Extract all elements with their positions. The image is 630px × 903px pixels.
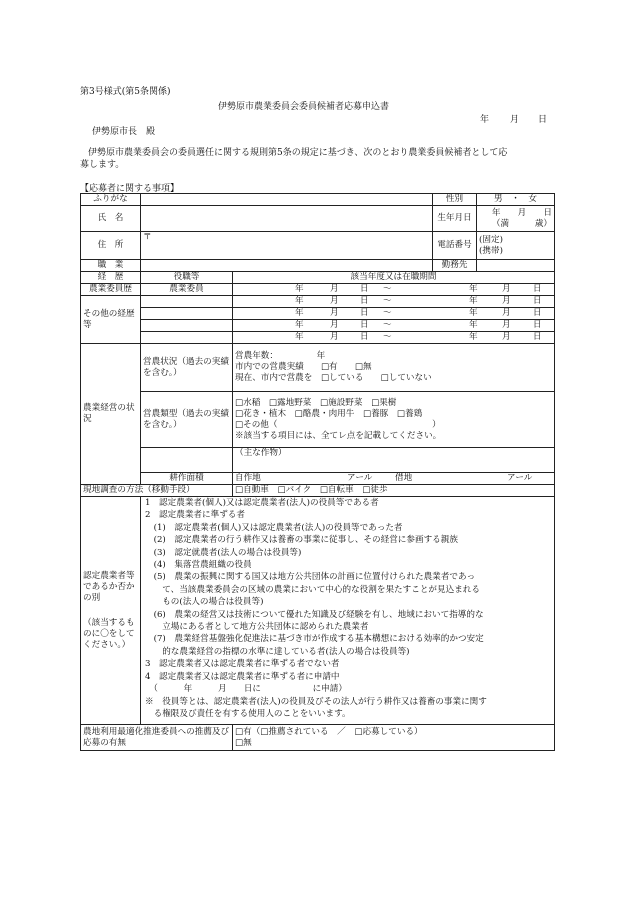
certified-label xyxy=(81,497,141,725)
period-cell[interactable] xyxy=(233,296,555,308)
certified-line: (6) 農業の経営又は技術について優れた知識及び経験を有し、地域において指導的な xyxy=(145,609,484,620)
workplace-label: 勤務先 xyxy=(433,260,477,272)
are-unit: アール xyxy=(507,473,533,483)
period-day: 日 xyxy=(360,308,369,318)
phone-mobile: (携帯) xyxy=(479,245,503,256)
period-day: 日 xyxy=(360,296,369,306)
farming-city-record: 市内での営農実績 □有 □無 xyxy=(235,362,372,372)
certified-line: 立場にある者として地方公共団体に認められた農業者 xyxy=(145,622,369,633)
period-header: 該当年度又は在職期間 xyxy=(233,272,555,284)
name-label: 氏 名 xyxy=(81,206,141,232)
certified-line: (3) 認定就農者(法人の場合は役員等) xyxy=(145,547,302,558)
birth-ymd: 年 月 日 xyxy=(491,207,553,218)
period-tilde: ～ xyxy=(383,332,392,342)
committee-label: 農業委員歴 xyxy=(81,284,141,296)
certified-line: 3 認定農業者又は認定農業者に準ずる者でない者 xyxy=(145,659,340,670)
recommend-yes: □有（□推薦されている ／ □応募している） xyxy=(235,726,423,737)
gender-options[interactable]: 男 ・ 女 xyxy=(477,194,555,206)
period-day: 日 xyxy=(533,332,542,342)
certified-line: (2) 認定農業者の行う耕作又は養畜の事業に従事し、その経営に参画する親族 xyxy=(145,535,458,546)
farming-type-line1: □水稲 □露地野菜 □施設野菜 □果樹 xyxy=(235,397,397,408)
period-month: 月 xyxy=(330,308,339,318)
certified-label-main: 認定農業者等であるか否かの別 xyxy=(83,570,135,603)
certified-line: 1 認定農業者(個人)又は認定農業者(法人)の役員等である者 xyxy=(145,498,379,508)
area-value[interactable] xyxy=(233,473,555,485)
period-cell[interactable] xyxy=(233,332,555,344)
date-day: 日 xyxy=(538,115,548,125)
intro-line2: 募します。 xyxy=(80,160,125,170)
birth-label: 生年月日 xyxy=(433,206,477,232)
period-year: 年 xyxy=(469,332,478,342)
other-role-1[interactable] xyxy=(141,296,233,308)
addressee: 伊勢原市長 殿 xyxy=(92,127,156,137)
period-year: 年 xyxy=(295,320,304,330)
committee-row xyxy=(81,284,555,296)
period-year: 年 xyxy=(469,296,478,306)
period-day: 日 xyxy=(533,296,542,306)
certified-line: 4 認定農業者又は認定農業者に準ずる者に申請中 xyxy=(145,671,340,682)
address-label: 住 所 xyxy=(81,232,141,260)
age: （満 歳） xyxy=(491,218,553,229)
period-day: 日 xyxy=(533,284,542,294)
farming-type-line3: □その他（ ） xyxy=(235,419,441,430)
are-unit: アール xyxy=(347,473,373,483)
certified-options[interactable] xyxy=(141,497,555,725)
birth-value[interactable] xyxy=(477,206,555,232)
farming-current: 現在、市内で営農を □している □していない xyxy=(235,373,432,383)
period-day: 日 xyxy=(533,308,542,318)
occupation-label: 職 業 xyxy=(81,260,141,272)
name-value[interactable] xyxy=(141,206,433,232)
other-career-label: その他の経歴等 xyxy=(81,296,141,344)
certified-line: (5) 農業の振興に関する国又は地方公共団体の計画に位置付けられた農業者であっ xyxy=(145,572,476,583)
farming-type-label: 営農類型（過去の実績を含む。） xyxy=(141,392,233,448)
survey-options[interactable]: □自動車 □バイク □自転車 □徒歩 xyxy=(233,485,555,497)
leased-land: 借地 xyxy=(395,473,413,483)
period-month: 月 xyxy=(330,284,339,294)
intro-line1: 伊勢原市農業委員会の委員選任に関する規則第5条の規定に基づき、次のとおり農業委員候補者として応 xyxy=(88,148,508,158)
period-day: 日 xyxy=(360,320,369,330)
certified-line: 的な農業経営の指標の水準に達している者(法人の場合は役員等) xyxy=(145,646,410,657)
farming-type-note: ※該当する項目には、全てレ点を記載してください。 xyxy=(235,430,442,441)
period-cell[interactable] xyxy=(233,320,555,332)
farming-label: 農業経営の状況 xyxy=(81,344,141,485)
certified-line: る権限及び責任を有する使用人のことをいいます。 xyxy=(145,708,351,719)
certified-label-note: （該当するものに〇をしてください。） xyxy=(83,617,135,650)
survey-label: 現地調査の方法（移動手段） xyxy=(81,485,233,497)
career-label: 経 歴 xyxy=(81,272,141,284)
own-land: 自作地 xyxy=(235,473,261,483)
certified-line: もの(法人の場合は役員等) xyxy=(145,597,264,608)
period-year: 年 xyxy=(295,296,304,306)
period-tilde: ～ xyxy=(383,308,392,318)
period-tilde: ～ xyxy=(383,284,392,294)
farming-type-value[interactable] xyxy=(233,392,555,448)
period-cell[interactable] xyxy=(233,308,555,320)
gender-label: 性別 xyxy=(433,194,477,206)
other-role-2[interactable] xyxy=(141,308,233,320)
period-year: 年 xyxy=(295,284,304,294)
committee-role: 農業委員 xyxy=(141,284,233,296)
section-title: 【応募者に関する事項】 xyxy=(80,184,180,194)
period-month: 月 xyxy=(502,284,511,294)
phone-label: 電話番号 xyxy=(433,232,477,260)
application-form-table xyxy=(80,193,555,751)
farming-years: 営農年数： 年 xyxy=(235,351,326,361)
date-year: 年 xyxy=(480,115,490,125)
period-month: 月 xyxy=(502,320,511,330)
period-day: 日 xyxy=(360,332,369,342)
main-crops-blank xyxy=(141,448,233,473)
workplace-value[interactable] xyxy=(477,260,555,272)
period-cell[interactable] xyxy=(233,284,555,296)
address-value[interactable] xyxy=(141,232,433,260)
other-role-3[interactable] xyxy=(141,320,233,332)
certified-line: て、当該農業委員会の区域の農業において中心的な役割を果たすことが見込まれる xyxy=(145,584,480,595)
period-year: 年 xyxy=(469,320,478,330)
period-tilde: ～ xyxy=(383,320,392,330)
certified-line: (4) 集落営農組織の役員 xyxy=(145,560,252,571)
period-year: 年 xyxy=(295,308,304,318)
phone-value[interactable] xyxy=(477,232,555,260)
period-year: 年 xyxy=(469,284,478,294)
certified-line: (1) 認定農業者(個人)又は認定農業者(法人)の役員等であった者 xyxy=(145,522,403,533)
role-header: 役職等 xyxy=(141,272,233,284)
certified-line: ※ 役員等とは、認定農業者(法人)の役員及びその法人が行う耕作又は養畜の事業に関す xyxy=(145,696,487,707)
phone-fixed: (固定) xyxy=(479,234,503,245)
recommend-label: 農地利用最適化推進委員への推薦及び応募の有無 xyxy=(81,725,233,751)
certified-line: 2 認定農業者に準ずる者 xyxy=(145,510,245,521)
area-label: 耕作面積 xyxy=(141,473,233,485)
furigana-value[interactable] xyxy=(141,194,433,206)
period-month: 月 xyxy=(330,332,339,342)
period-month: 月 xyxy=(502,332,511,342)
furigana-label: ふりがな xyxy=(81,194,141,206)
recommend-no: □無 xyxy=(235,737,252,748)
recommend-options[interactable] xyxy=(233,725,555,751)
main-crops[interactable]: （主な作物） xyxy=(233,448,555,473)
period-day: 日 xyxy=(533,320,542,330)
form-number: 第3号様式(第5条関係) xyxy=(80,87,171,97)
period-month: 月 xyxy=(502,296,511,306)
date-month: 月 xyxy=(510,115,520,125)
occupation-value[interactable] xyxy=(141,260,433,272)
period-day: 日 xyxy=(360,284,369,294)
certified-line: （ 年 月 日に に申請） xyxy=(145,684,347,695)
certified-line: (7) 農業経営基盤強化促進法に基づき市が作成する基本構想における効率的かつ安定 xyxy=(145,634,484,645)
period-year: 年 xyxy=(295,332,304,342)
other-role-4[interactable] xyxy=(141,332,233,344)
period-tilde: ～ xyxy=(383,296,392,306)
period-month: 月 xyxy=(330,296,339,306)
period-month: 月 xyxy=(502,308,511,318)
period-year: 年 xyxy=(469,308,478,318)
page-title: 伊勢原市農業委員会委員候補者応募申込書 xyxy=(218,102,390,112)
farming-type-line2: □花き・植木 □酪農・肉用牛 □養豚 □養鶏 xyxy=(235,408,423,419)
period-month: 月 xyxy=(330,320,339,330)
postal-mark: 〒 xyxy=(143,232,152,242)
farming-status-value[interactable] xyxy=(233,344,555,392)
farming-status-label: 営農状況（過去の実績を含む。） xyxy=(141,344,233,392)
